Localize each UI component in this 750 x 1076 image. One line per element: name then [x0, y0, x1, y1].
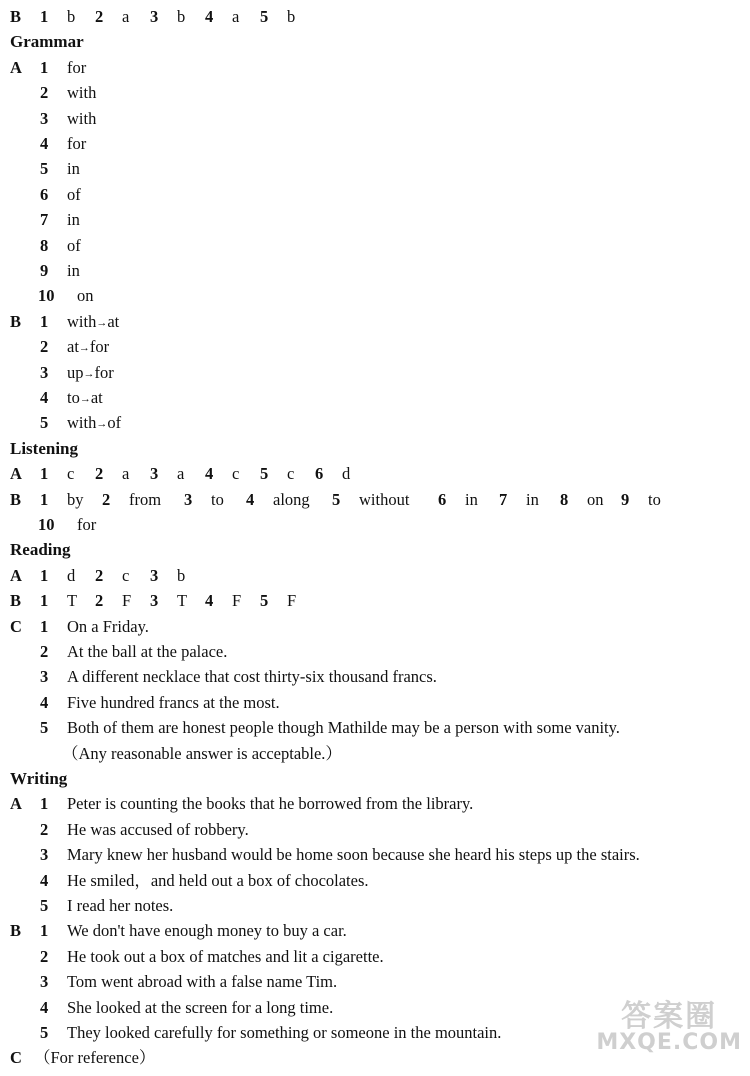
item-number: 2	[40, 819, 49, 839]
part-letter: B	[10, 591, 22, 611]
item-number: 4	[205, 7, 214, 26]
answer-item	[0, 182, 750, 207]
item-number: 1	[40, 616, 49, 636]
answer-item	[0, 868, 750, 893]
item-number: 2	[40, 337, 49, 357]
section-heading: Reading	[10, 540, 71, 560]
item-answer: He smiled，and held out a box of chocolates.	[67, 870, 369, 890]
item-number: 5	[260, 7, 269, 26]
answer-row	[0, 588, 750, 613]
answer-row	[0, 4, 750, 29]
part-letter: A	[10, 565, 22, 585]
arrow-icon: →	[78, 342, 90, 355]
answer-item	[0, 715, 750, 740]
answer-item	[0, 893, 750, 918]
answer-item	[0, 614, 750, 639]
item-number: 7	[499, 489, 508, 509]
wrong-word: up	[67, 362, 84, 382]
item-number: 5	[40, 1023, 49, 1042]
correct-word: of	[107, 413, 122, 433]
item-number: 6	[40, 184, 49, 204]
answer-item	[0, 969, 750, 994]
answer-row	[0, 487, 750, 512]
item-answer: with	[67, 108, 97, 128]
answer-row	[0, 461, 750, 486]
item-number: 3	[150, 565, 159, 585]
item-answer: b	[177, 7, 186, 26]
correct-word: at	[107, 311, 120, 331]
answer-item	[0, 410, 750, 435]
answer-item	[0, 791, 750, 816]
item-answer: d	[67, 565, 76, 585]
item-answer: to	[211, 489, 224, 509]
section-heading: Grammar	[10, 32, 84, 52]
answer-item	[0, 842, 750, 867]
item-answer: F	[232, 591, 242, 611]
item-answer: Mary knew her husband would be home soon because she heard his steps up the stairs.	[67, 845, 640, 865]
item-answer: I read her notes.	[67, 896, 174, 915]
answer-item	[0, 690, 750, 715]
answer-item	[0, 283, 750, 308]
part-letter: C	[10, 616, 22, 636]
item-number: 5	[40, 718, 49, 738]
item-number: 4	[205, 464, 214, 484]
item-answer: a	[122, 7, 130, 26]
item-number: 9	[621, 489, 630, 509]
item-answer: She looked at the screen for a long time.	[67, 997, 334, 1017]
arrow-icon: →	[96, 316, 108, 329]
item-number: 5	[260, 464, 269, 484]
item-answer: in	[526, 489, 539, 509]
item-answer: in	[67, 159, 80, 179]
item-number: 5	[332, 489, 341, 509]
item-answer: in	[67, 261, 80, 280]
item-answer: on	[77, 286, 94, 306]
answer-item	[0, 360, 750, 385]
part-letter: B	[10, 7, 22, 26]
item-number: 9	[40, 261, 49, 280]
item-number: 7	[40, 210, 49, 230]
answer-item	[0, 334, 750, 359]
item-answer: along	[273, 489, 310, 509]
item-answer: He took out a box of matches and lit a cigarette.	[67, 946, 384, 966]
part-letter: B	[10, 489, 22, 509]
correction	[67, 410, 121, 437]
correct-word: for	[89, 337, 110, 357]
correction	[67, 385, 103, 412]
item-number: 2	[40, 642, 49, 661]
item-answer: b	[177, 565, 186, 585]
part-letter: A	[10, 464, 22, 484]
item-answer: b	[287, 7, 296, 26]
item-number: 5	[40, 159, 49, 179]
item-number: 1	[40, 57, 49, 77]
answer-row	[0, 512, 750, 537]
item-number: 1	[40, 565, 49, 585]
item-number: 10	[38, 286, 55, 306]
item-number: 8	[40, 235, 49, 255]
item-number: 3	[40, 972, 49, 992]
item-number: 6	[315, 464, 324, 484]
correct-word: at	[90, 388, 103, 407]
item-answer: for	[77, 515, 97, 534]
item-number: 4	[40, 388, 49, 407]
answer-row	[0, 563, 750, 588]
item-number: 6	[438, 489, 447, 509]
answer-item	[0, 207, 750, 232]
section-heading: Listening	[10, 438, 79, 458]
item-answer: in	[67, 210, 80, 230]
answer-item	[0, 156, 750, 181]
item-answer: of	[67, 235, 81, 255]
correction	[67, 360, 114, 387]
item-number: 5	[40, 413, 49, 433]
answer-item	[0, 55, 750, 80]
item-number: 3	[40, 667, 49, 687]
item-number: 4	[40, 692, 49, 712]
item-number: 3	[184, 489, 193, 509]
item-answer: c	[287, 464, 295, 484]
item-answer: on	[587, 489, 604, 509]
item-answer: Peter is counting the books that he borrowed from the library.	[67, 794, 474, 814]
answer-item	[0, 817, 750, 842]
item-number: 3	[150, 7, 159, 26]
answer-item	[0, 131, 750, 156]
item-answer: T	[67, 591, 78, 611]
item-answer: with	[67, 83, 97, 103]
item-number: 2	[40, 946, 49, 966]
item-number: 1	[40, 489, 49, 509]
item-number: 10	[38, 515, 55, 534]
item-answer: from	[129, 489, 162, 509]
item-answer: T	[177, 591, 188, 611]
item-answer: a	[122, 464, 130, 484]
item-answer: c	[122, 565, 130, 585]
item-answer: for	[67, 57, 87, 77]
item-number: 3	[40, 845, 49, 865]
item-number: 1	[40, 591, 49, 611]
answer-item	[0, 80, 750, 105]
item-number: 2	[95, 565, 104, 585]
item-answer: c	[67, 464, 75, 484]
item-number: 2	[95, 464, 104, 484]
wrong-word: with	[67, 311, 97, 331]
part-letter: B	[10, 311, 22, 331]
note-text: （Any reasonable answer is acceptable.）	[62, 743, 342, 763]
answer-note	[0, 741, 750, 766]
watermark-logo: 答案圈	[621, 999, 718, 1034]
item-answer: A different necklace that cost thirty-six thousand francs.	[67, 667, 437, 687]
item-answer: for	[67, 134, 87, 153]
answer-item	[0, 309, 750, 334]
watermark-url: MXQE.COM	[596, 1030, 742, 1055]
part-letter: A	[10, 57, 22, 77]
item-answer: On a Friday.	[67, 616, 149, 636]
item-number: 4	[246, 489, 255, 509]
answer-item	[0, 258, 750, 283]
answer-item	[0, 385, 750, 410]
item-number: 4	[205, 591, 214, 611]
item-number: 2	[95, 7, 104, 26]
answer-item	[0, 664, 750, 689]
item-number: 4	[40, 134, 49, 153]
section-heading: Writing	[10, 769, 68, 788]
item-answer: to	[648, 489, 661, 509]
item-number: 2	[40, 83, 49, 103]
item-answer: Five hundred francs at the most.	[67, 692, 280, 712]
item-answer: c	[232, 464, 240, 484]
item-answer: F	[122, 591, 132, 611]
reference-text: （For reference）	[34, 1048, 156, 1068]
part-letter: B	[10, 921, 22, 941]
arrow-icon: →	[83, 367, 95, 380]
item-number: 1	[40, 921, 49, 941]
item-number: 1	[40, 464, 49, 484]
item-number: 1	[40, 7, 49, 26]
arrow-icon: →	[96, 418, 108, 431]
item-answer: without	[359, 489, 410, 509]
item-answer: Both of them are honest people though Mathilde may be a person with some vanity.	[67, 718, 620, 738]
wrong-word: with	[67, 413, 97, 433]
item-answer: in	[465, 489, 478, 509]
item-answer: At the ball at the palace.	[67, 642, 228, 661]
item-number: 1	[40, 794, 49, 814]
item-number: 4	[40, 870, 49, 890]
item-answer: d	[342, 464, 351, 484]
answer-item	[0, 106, 750, 131]
wrong-word: to	[67, 388, 80, 407]
answer-item	[0, 918, 750, 943]
correction	[67, 334, 109, 361]
item-number: 5	[260, 591, 269, 611]
item-number: 3	[150, 591, 159, 611]
correction	[67, 309, 119, 336]
item-answer: a	[177, 464, 185, 484]
part-letter: A	[10, 794, 22, 814]
item-answer: a	[232, 7, 240, 26]
item-number: 5	[40, 896, 49, 915]
item-answer: We don't have enough money to buy a car.	[67, 921, 347, 941]
item-answer: of	[67, 184, 81, 204]
item-number: 2	[102, 489, 111, 509]
answer-item	[0, 944, 750, 969]
wrong-word: at	[67, 337, 79, 357]
item-answer: He was accused of robbery.	[67, 819, 249, 839]
arrow-icon: →	[79, 393, 91, 405]
item-answer: F	[287, 591, 297, 611]
item-number: 3	[150, 464, 159, 484]
watermark	[596, 999, 742, 1055]
item-answer: by	[67, 489, 84, 509]
item-answer: b	[67, 7, 76, 26]
item-number: 1	[40, 311, 49, 331]
item-answer: Tom went abroad with a false name Tim.	[67, 972, 338, 992]
part-letter: C	[10, 1048, 22, 1068]
answer-item	[0, 639, 750, 664]
item-number: 3	[40, 108, 49, 128]
correct-word: for	[94, 362, 114, 382]
item-number: 8	[560, 489, 569, 509]
item-answer: They looked carefully for something or someone in the mountain.	[67, 1023, 502, 1042]
item-number: 3	[40, 362, 49, 382]
answer-item	[0, 233, 750, 258]
item-number: 2	[95, 591, 104, 611]
item-number: 4	[40, 997, 49, 1017]
